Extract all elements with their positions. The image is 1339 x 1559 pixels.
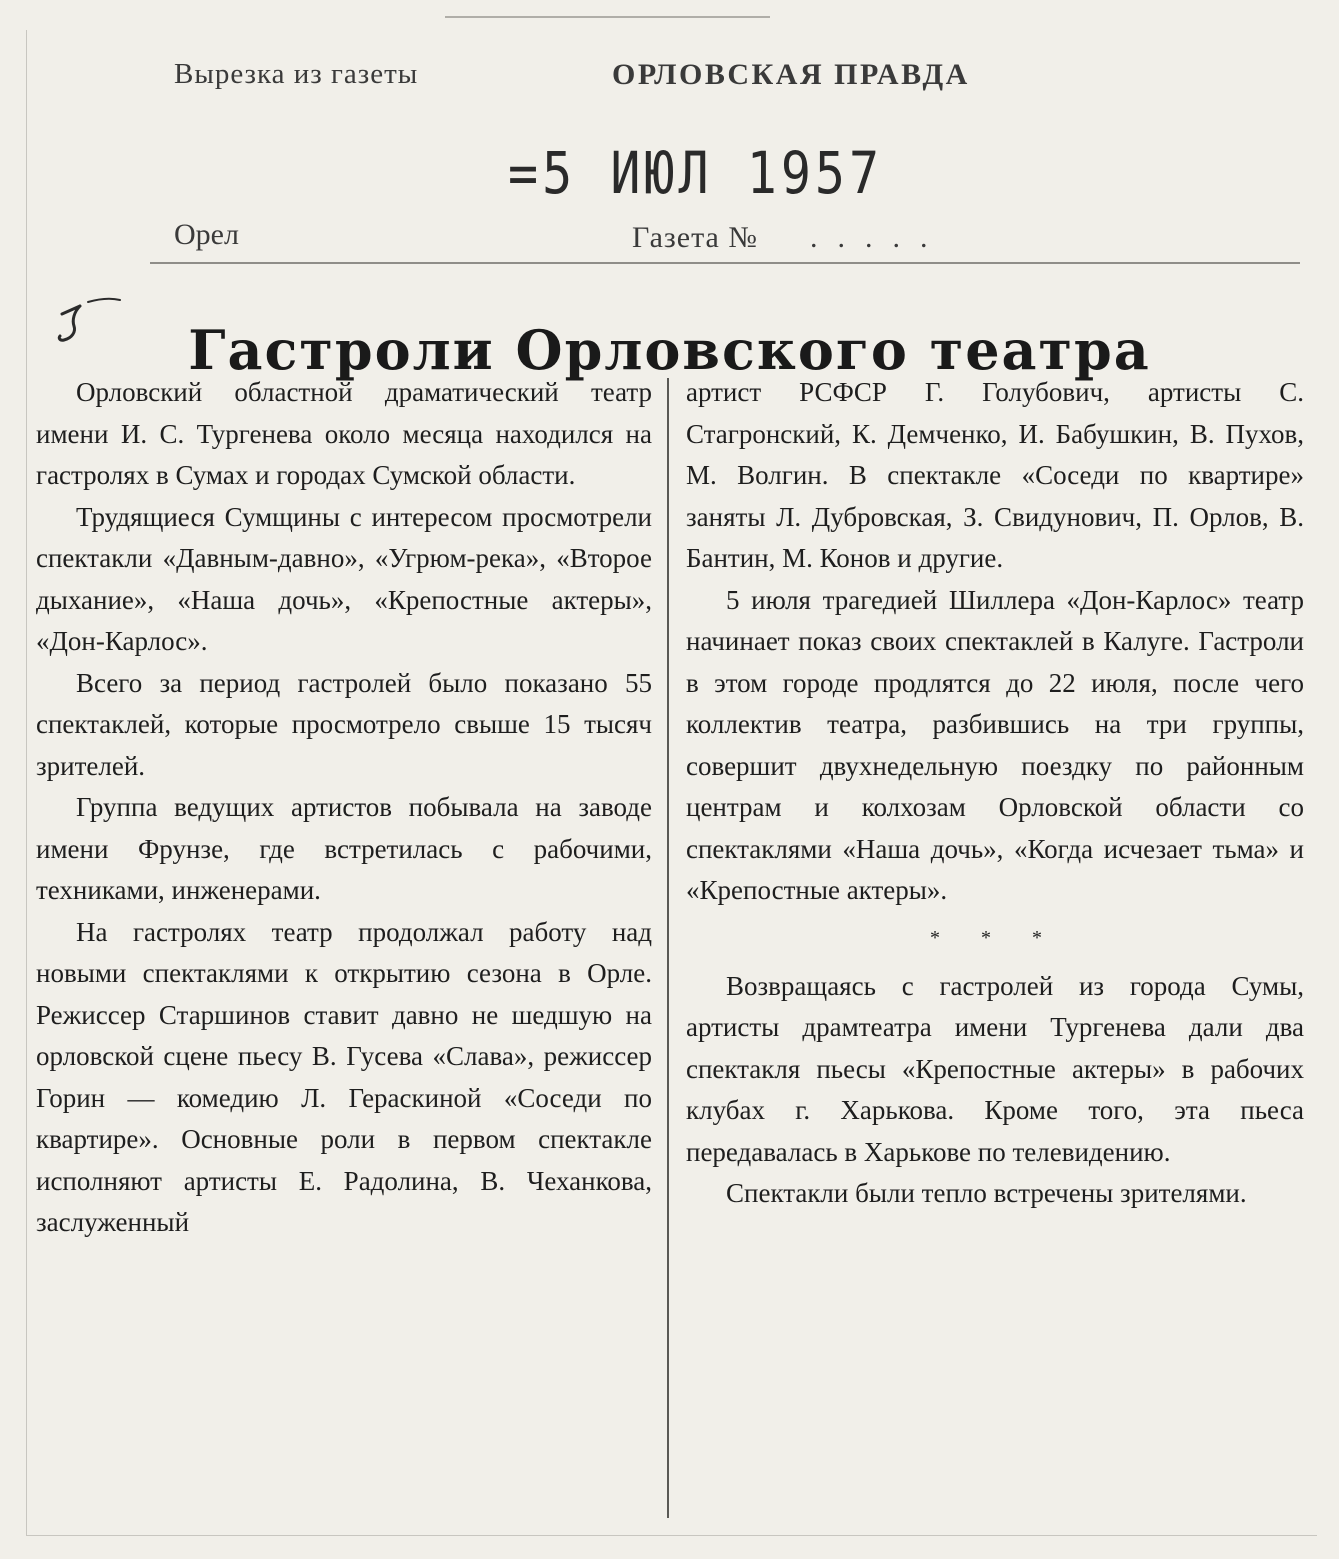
column-divider: [667, 378, 669, 1518]
date-stamp-text: 5 ИЮЛ 1957: [542, 140, 884, 207]
article-right-column: [686, 372, 1304, 1215]
paragraph: Всего за период гастролей было показано 55 спектаклей, которые просмотрело свыше 15 тысяч зрителей.: [36, 667, 652, 781]
date-stamp-dash: =: [508, 140, 543, 207]
top-rule: [445, 16, 770, 18]
clipping-label: Вырезка из газеты: [174, 58, 419, 90]
newspaper-name: ОРЛОВСКАЯ ПРАВДА: [612, 58, 970, 91]
paragraph: 5 июля трагедией Шиллера «Дон-Карлос» театр начинает показ своих спектаклей в Калуге. Гастроли в этом городе продлятся до 22 июля, после чего коллектив театра, разбившись на три группы, совершит двухнедельную поездку по районным центрам и колхозам Орловской области со спектаклями «Наша дочь», «Когда исчезает тьма» и «Крепостные актеры».: [686, 584, 1304, 905]
paragraph: Трудящиеся Сумщины с интересом просмотрели спектакли «Давным-давно», «Угрюм-река», «Второе дыхание», «Наша дочь», «Крепостные актеры», «Дон-Карлос».: [36, 501, 652, 656]
paragraph: Орловский областной драматический театр имени И. С. Тургенева около месяца находился на гастролях в Сумах и городах Сумской области.: [36, 377, 652, 490]
paragraph: На гастролях театр продолжал работу над новыми спектаклями к открытию сезона в Орле. Режиссер Старшинов ставит давно не шедшую на орловской сцене пьесу В. Гусева «Слава», режиссер Горин — комедию Л. Гераскиной «Соседи по квартире». Основные роли в первом спектакле исполняют артисты Е. Радолина, В. Чеханкова, заслуженный: [36, 916, 652, 1237]
paragraph-continuation: артист РСФСР Г. Голубович, артисты С. Стагронский, К. Демченко, И. Бабушкин, В. Пухов, М. Волгин. В спектакле «Соседи по квартире» заняты Л. Дубровская, З. Свидунович, П. Орлов, В. Бантин, М. Конов и другие.: [686, 377, 1304, 573]
city-label: Орел: [174, 218, 239, 251]
paragraph: Спектакли были тепло встречены зрителями.: [726, 1178, 1247, 1208]
gazette-number-value: .....: [810, 221, 948, 254]
article-headline: Гастроли Орловского театра: [188, 318, 1151, 383]
section-separator: * * *: [930, 926, 1060, 949]
header-divider: [150, 262, 1300, 264]
paragraph: Возвращаясь с гастролей из города Сумы, артисты драмтеатра имени Тургенева дали два спектакля пьесы «Крепостные актеры» в рабочих клубах г. Харькова. Кроме того, эта пьеса передавалась в Харькове по телевидению.: [686, 970, 1304, 1167]
date-stamp: [508, 140, 883, 207]
gazette-number-label: Газета №: [632, 221, 758, 254]
article-left-column: [36, 372, 652, 1244]
paragraph: Группа ведущих артистов побывала на заводе имени Фрунзе, где встретилась с рабочими, техниками, инженерами.: [36, 792, 652, 905]
